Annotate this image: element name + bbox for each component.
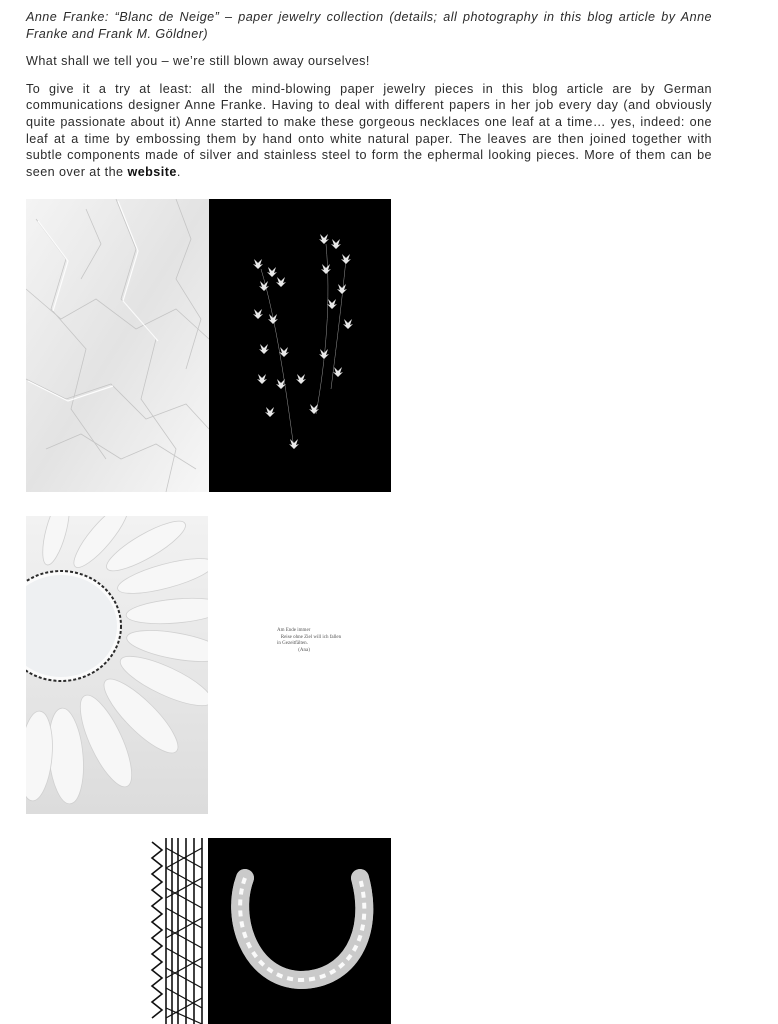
image-caption: Anne Franke: “Blanc de Neige” – paper jewelry collection (details; all photography in this blog article by Anne Franke and Frank M. Göldner)	[26, 10, 712, 41]
poem-line-3: in Gezeitfälten.	[277, 641, 308, 646]
photo-petal-collar[interactable]	[26, 516, 208, 814]
poem-line-4: (Ana)	[277, 647, 310, 653]
body-paragraph	[26, 81, 712, 181]
website-link[interactable]: website	[127, 164, 177, 179]
body-text: To give it a try at least: all the mind-blowing paper jewelry pieces in this blog article are by German communications designer Anne Franke. Having to deal with different papers in her job every day (and obviously quite passionate about it) Anne started to make these gorgeous necklaces one leaf at a time… yes, indeed: one leaf at a time by embossing them by hand onto white natural paper. The leaves are then joined together with subtle components made of silver and stainless steel to form the ephermal looking pieces. More of them can be seen over at the	[26, 81, 712, 179]
body-end: .	[176, 164, 181, 179]
poem-line-2: Reise ohne Ziel will ich fallen	[277, 634, 342, 640]
photo-crescent-necklace[interactable]	[150, 838, 391, 1024]
poem-text	[277, 628, 341, 654]
photo-crumpled-paper-necklace[interactable]	[26, 199, 391, 492]
article-text	[26, 9, 712, 180]
intro-paragraph: What shall we tell you – we’re still blown away ourselves!	[26, 54, 370, 69]
poem-line-1: Am Ende immer	[277, 628, 311, 633]
